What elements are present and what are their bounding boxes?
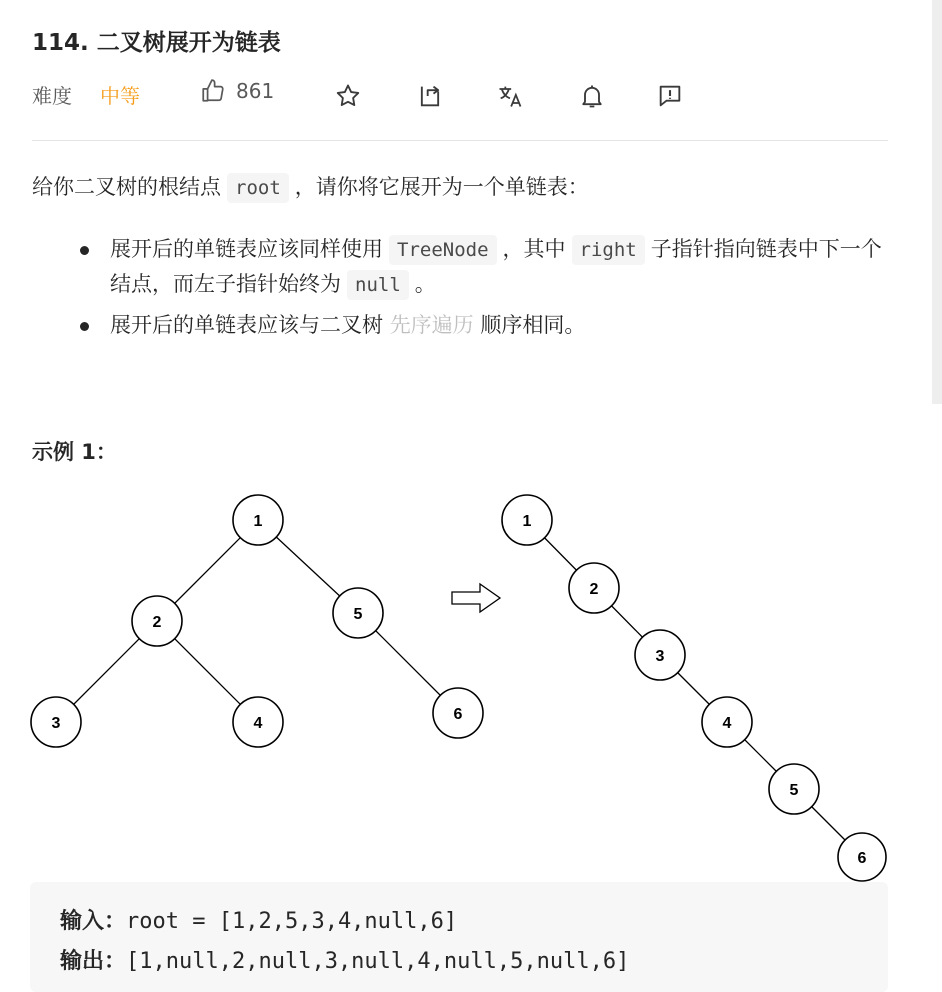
svg-text:3: 3 [51,715,61,732]
arrow-right-icon [452,584,500,612]
output-label: 输出： [60,949,127,974]
share-icon[interactable] [416,82,444,110]
code-null: null [347,270,409,300]
difficulty-label: 难度 [32,84,72,108]
svg-text:6: 6 [857,850,867,867]
star-icon[interactable] [334,82,362,110]
input-line [60,904,457,935]
problem-intro: 给你二叉树的根结点 root ，请你将它展开为一个单链表： [32,170,589,205]
svg-text:5: 5 [789,782,799,799]
output-line [60,944,629,975]
svg-text:6: 6 [453,706,463,723]
list-node [569,563,619,613]
tree-node [433,688,483,738]
list-node [838,833,886,881]
svg-text:5: 5 [353,606,363,623]
input-value: root = [1,2,5,3,4,null,6] [126,909,458,934]
translate-icon[interactable] [496,82,524,110]
page-title: 114. 二叉树展开为链表 [32,30,281,56]
list-node [635,630,685,680]
preorder-link[interactable]: 先序遍历 [389,313,474,337]
svg-text:1: 1 [522,513,532,530]
list-item: 展开后的单链表应该与二叉树 先序遍历 顺序相同。 [80,308,890,342]
svg-text:2: 2 [152,614,162,631]
list-node [502,495,552,545]
code-treenode: TreeNode [389,235,497,265]
svg-text:2: 2 [589,581,599,598]
requirements-list [80,232,890,348]
tree-nodes [31,495,483,747]
list-node [702,697,752,747]
list-node [769,764,819,814]
input-label: 输入： [60,909,127,934]
code-right: right [572,235,645,265]
tree-node [333,588,383,638]
difficulty-badge: 中等 [100,84,140,108]
problem-meta-bar [32,76,892,112]
svg-text:1: 1 [253,513,263,530]
thumbs-up-icon [200,78,226,104]
example-diagram [0,480,900,882]
svg-text:4: 4 [253,715,263,732]
tree-node [233,697,283,747]
example-io-block [30,882,888,992]
tree-edges [56,520,458,722]
tree-node [31,697,81,747]
feedback-icon[interactable] [656,82,684,110]
like-button[interactable] [200,78,274,104]
output-value: [1,null,2,null,3,null,4,null,5,null,6] [126,949,630,974]
example-title: 示例 1： [32,440,117,464]
divider [32,140,888,141]
like-count: 861 [236,79,275,103]
tree-node [132,596,182,646]
svg-text:4: 4 [722,715,732,732]
list-item: 展开后的单链表应该同样使用 TreeNode ，其中 right 子指针指向链表中下一个结点，而左子指针始终为 null 。 [80,232,890,302]
bell-icon[interactable] [578,82,606,110]
tree-node [233,495,283,545]
svg-text:3: 3 [655,648,665,665]
scrollbar[interactable] [932,0,942,404]
code-root: root [227,173,289,203]
